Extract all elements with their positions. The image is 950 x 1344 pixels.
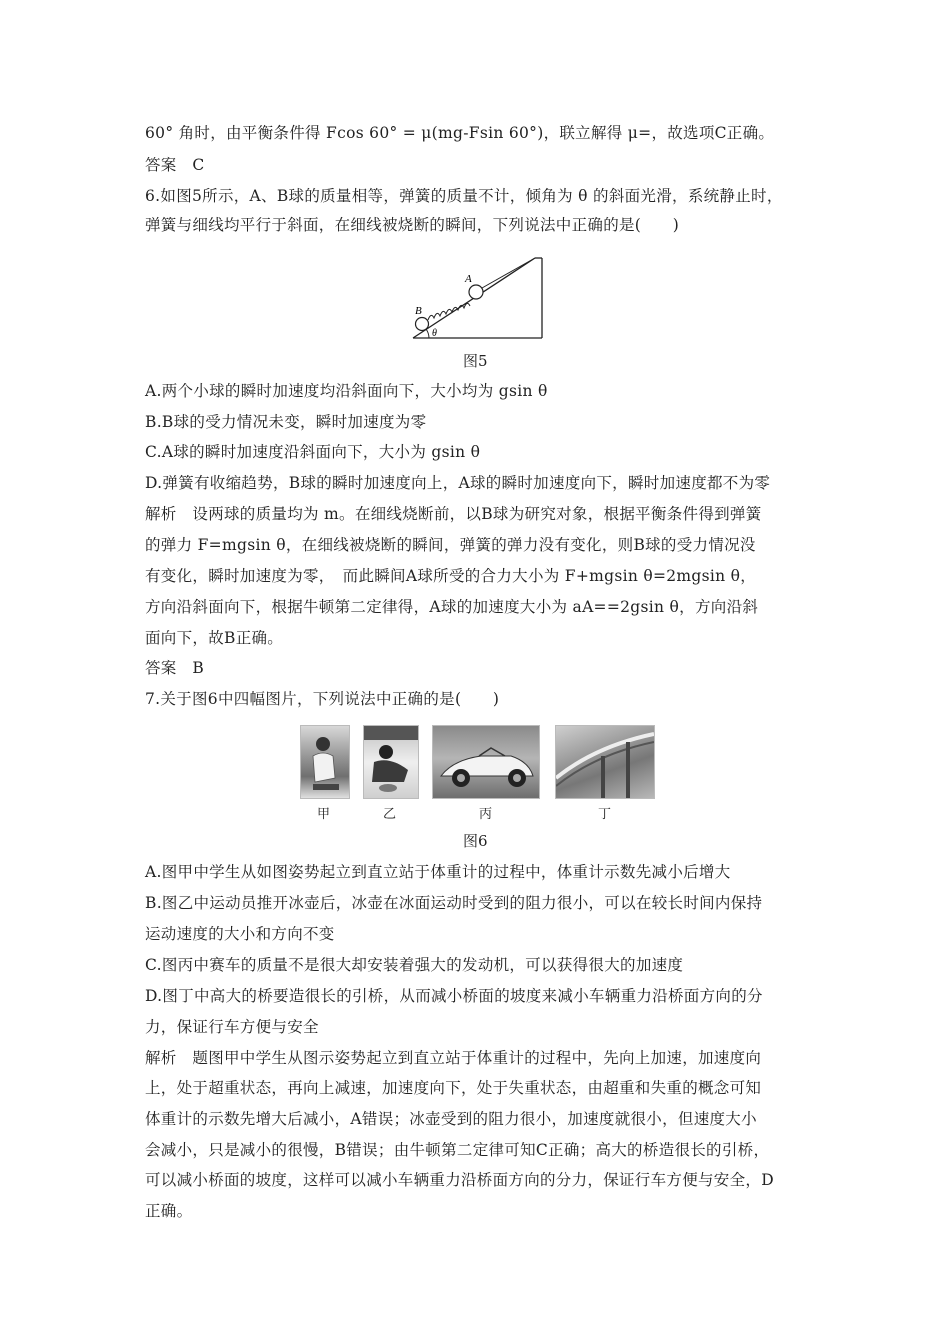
option-d: D.弹簧有收缩趋势，B球的瞬时加速度向上，A球的瞬时加速度向下，瞬时加速度都不为零	[145, 474, 771, 492]
analysis-line: 的弹力 F=mgsin θ，在细线被烧断的瞬间，弹簧的弹力没有变化，则B球的受力情况没	[145, 536, 756, 554]
analysis-line: 体重计的示数先增大后减小，A错误；冰壶受到的阻力很小，加速度就很小，但速度大小	[145, 1110, 757, 1128]
bridge-silhouette	[556, 726, 654, 798]
option-d: D.图丁中高大的桥要造很长的引桥，从而减小桥面的坡度来减小车辆重力沿桥面方向的分	[145, 987, 763, 1005]
thread	[482, 258, 535, 288]
answer-line: 答案 C	[145, 156, 205, 174]
option-c: C.A球的瞬时加速度沿斜面向下，大小为 gsin θ	[145, 443, 481, 461]
figure-5-incline-diagram	[405, 252, 555, 347]
student-silhouette	[301, 726, 349, 798]
label-a: A	[465, 273, 472, 285]
analysis-line: 方向沿斜面向下，根据牛顿第二定律得，A球的加速度大小为 aA==2gsin θ，方向沿斜	[145, 598, 759, 616]
analysis-line: 解析 题图甲中学生从图示姿势起立到直立站于体重计的过程中，先向上加速，加速度向	[145, 1049, 762, 1067]
option-a: A.两个小球的瞬时加速度均沿斜面向下，大小均为 gsin θ	[145, 382, 548, 400]
photo-label-yi: 乙	[383, 807, 397, 822]
photo-label-ding: 丁	[598, 807, 612, 822]
figure-6-caption: 图6	[463, 832, 488, 850]
analysis-line: 正确。	[145, 1202, 193, 1220]
option-d-cont: 力，保证行车方便与安全	[145, 1018, 319, 1036]
spring	[428, 303, 470, 320]
question-7-line: 7.关于图6中四幅图片，下列说法中正确的是( )	[145, 690, 500, 708]
photo-yi	[363, 725, 419, 799]
theta-arc	[426, 329, 429, 338]
photo-jia	[300, 725, 350, 799]
race-car-silhouette	[433, 726, 539, 798]
figure-5-caption: 图5	[463, 352, 488, 370]
text-line: 60° 角时，由平衡条件得 Fcos 60° = μ(mg-Fsin 60°)，联立解得 μ=，故选项C正确。	[145, 124, 775, 142]
option-b-cont: 运动速度的大小和方向不变	[145, 925, 335, 943]
analysis-line: 面向下，故B正确。	[145, 629, 284, 647]
option-b: B.图乙中运动员推开冰壶后，冰壶在冰面运动时受到的阻力很小，可以在较长时间内保持	[145, 894, 763, 912]
option-c: C.图丙中赛车的质量不是很大却安装着强大的发动机，可以获得很大的加速度	[145, 956, 684, 974]
analysis-line: 会减小，只是减小的很慢，B错误；由牛顿第二定律可知C正确；高大的桥造很长的引桥，	[145, 1141, 770, 1159]
ball-a	[469, 285, 483, 299]
label-b: B	[415, 305, 422, 317]
curler-silhouette	[364, 726, 418, 798]
analysis-line: 上，处于超重状态，再向上减速，加速度向下，处于失重状态，由超重和失重的概念可知	[145, 1079, 762, 1097]
ball-b	[416, 318, 429, 331]
analysis-line: 有变化，瞬时加速度为零， 而此瞬间A球所受的合力大小为 F+mgsin θ=2mgsin θ，	[145, 567, 757, 585]
photo-label-bing: 丙	[479, 807, 493, 822]
analysis-line: 可以减小桥面的坡度，这样可以减小车辆重力沿桥面方向的分力，保证行车方便与安全，D	[145, 1171, 774, 1189]
photo-bing	[432, 725, 540, 799]
question-6-line: 6.如图5所示，A、B球的质量相等，弹簧的质量不计，倾角为 θ 的斜面光滑，系统静止时，	[145, 187, 783, 205]
option-a: A.图甲中学生从如图姿势起立到直立站于体重计的过程中，体重计示数先减小后增大	[145, 863, 731, 881]
question-6-line: 弹簧与细线均平行于斜面，在细线被烧断的瞬间，下列说法中正确的是( )	[145, 216, 680, 234]
photo-ding	[555, 725, 655, 799]
analysis-line: 解析 设两球的质量均为 m。在细线烧断前，以B球为研究对象，根据平衡条件得到弹簧	[145, 505, 762, 523]
photo-label-jia: 甲	[317, 807, 331, 822]
option-b: B.B球的受力情况未变，瞬时加速度为零	[145, 413, 427, 431]
answer-line: 答案 B	[145, 659, 205, 677]
label-theta: θ	[432, 328, 437, 339]
